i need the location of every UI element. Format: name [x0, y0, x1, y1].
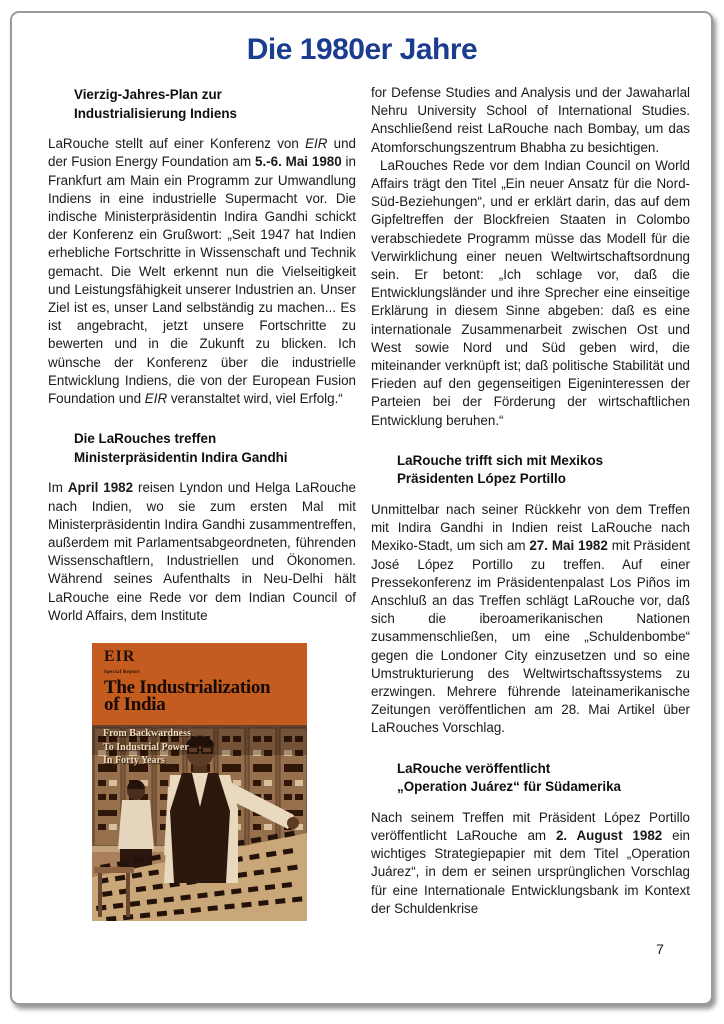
- heading-line: Ministerpräsidentin Indira Gandhi: [74, 449, 288, 465]
- section-heading-operation-juarez: [371, 760, 690, 797]
- paragraph: LaRouches Rede vor dem Indian Council on World Affairs trägt den Titel „Ein neuer Ansatz für die Nord-Süd-Beziehungen“, und er erklärt darin, das auf dem Gipfeltreffen der Blockfreien Staaten in Colombo verabschiedete Programm müsse das Modell für die Verwirklichung einer neuen Weltwirtschaftsordnung sein. Er betont: „Ich schlage vor, daß die Entwicklungsländer und ihre Sprecher eine einseitige Erklärung in diesem Sinne abgeben: daß es eine internationale Zusammenarbeit zwischen Ost und West sowie Nord und Süd geben wird, die miteinander verknüpft ist; daß politische Stabilität und Frieden auf den gegenseitigen Eigeninteressen der Parteien bei der Förderung der wirtschaftlichen Entwicklung beruhen.“: [371, 157, 690, 428]
- cover-subtitle: [103, 727, 191, 768]
- column-right: [371, 84, 690, 918]
- paragraph: Im April 1982 reisen Lyndon und Helga LaRouche nach Indien, wo sie zum ersten Mal mit Ministerpräsidentin Indira Gandhi zusammentreffen, außerdem mit Parlamentsabgeordneten, führenden Wissenschaftlern, Industriellen und Ökonomen. Während seines Aufenthalts in Neu-Delhi hält LaRouche eine Rede vor dem Indian Council of World Affairs, dem Institute: [48, 480, 356, 623]
- cover-title: [104, 677, 271, 715]
- paragraph: Unmittelbar nach seiner Rückkehr von dem Treffen mit Indira Gandhi in Indien reist LaRouche nach Mexiko-Stadt, um sich am 27. Mai 1982 mit Präsident José López Portillo zu treffen. Auf einer Pressekonferenz im Präsidentenpalast Los Piños im Anschluß an das Treffen schlägt LaRouche vor, daß sich die iberoamerikanischen Nationen zusammenschließen, um eine „Schuldenbombe“ gegen die Londoner City einzusetzen und so eine Umstrukturierung des Weltwirtschaftssystems zu erzwingen. Mehrere führende lateinamerikanische Zeitungen veröffentlichen am 28. Mai Artikel über LaRouches Vorschlag.: [371, 502, 690, 736]
- cover-subtitle-line: To Industrial Power: [103, 741, 189, 753]
- section-heading-lopez-portillo: [371, 452, 690, 489]
- cover-photo: [92, 725, 307, 921]
- book-cover-header: [92, 643, 307, 725]
- cover-title-line: The Industrialization: [104, 677, 271, 699]
- heading-line: Präsidenten López Portillo: [397, 471, 566, 487]
- column-left: [48, 84, 356, 921]
- section-heading-forty-year-plan: [48, 86, 356, 123]
- paragraph: for Defense Studies and Analysis und der Jawaharlal Nehru University School of International Studies. Anschließend reist LaRouche nach Bombay, um das Atomforschungszentrum Bhabha zu besichtigen.: [371, 85, 690, 155]
- heading-line: „Operation Juárez“ für Südamerika: [397, 779, 621, 795]
- eir-logo-subtext: Special Report: [104, 670, 140, 676]
- heading-line: Vierzig-Jahres-Plan zur: [74, 87, 222, 102]
- book-cover: [92, 643, 307, 921]
- page-number: 7: [656, 941, 664, 957]
- heading-line: Die LaRouches treffen: [74, 431, 217, 447]
- heading-line: Industrialisierung Indiens: [74, 105, 237, 121]
- section-heading-larouches-meet-gandhi: [48, 430, 356, 467]
- cover-title-line: of India: [104, 693, 166, 715]
- page-title: Die 1980er Jahre: [246, 33, 478, 66]
- cover-subtitle-line: In Forty Years: [103, 755, 165, 767]
- heading-line: LaRouche trifft sich mit Mexikos: [397, 452, 604, 468]
- eir-logo-text: EIR: [104, 648, 136, 666]
- paragraph: Nach seinem Treffen mit Präsident López Portillo veröffentlicht LaRouche am 2. August 1982 ein wichtiges Strategiepapier mit dem Titel „Operation Juárez“, in dem er seinen ursprünglichen Vorschlag für eine Internationale Entwicklungsbank im Kontext der Schuldenkrise: [371, 809, 690, 916]
- paragraph: LaRouche stellt auf einer Konferenz von EIR und der Fusion Energy Foundation am 5.-6. Mai 1980 in Frankfurt am Main ein Programm zur Umwandlung Indiens in eine industrielle Supermacht vor. Die indische Ministerpräsidentin Indira Gandhi schickt der Konferenz ein Grußwort: „Seit 1947 hat Indien erhebliche Fortschritte in Wissenschaft und Technik gemacht. Die Welt erkennt nun die Vielseitigkeit und Leistungsfähigkeit unserer Industrien an. Unser Ziel ist es, unser Land selbständig zu machen... Es ist angebracht, jetzt unsere Fortschritte zu bewerten und in die Zukunft zu blicken. Ich wünsche der Konferenz über die industrielle Entwicklung Indiens, die von der European Fusion Foundation und EIR veranstaltet wird, viel Erfolg.“: [48, 136, 356, 407]
- cover-subtitle-line: From Backwardness: [103, 728, 191, 740]
- heading-line: LaRouche veröffentlicht: [397, 760, 551, 776]
